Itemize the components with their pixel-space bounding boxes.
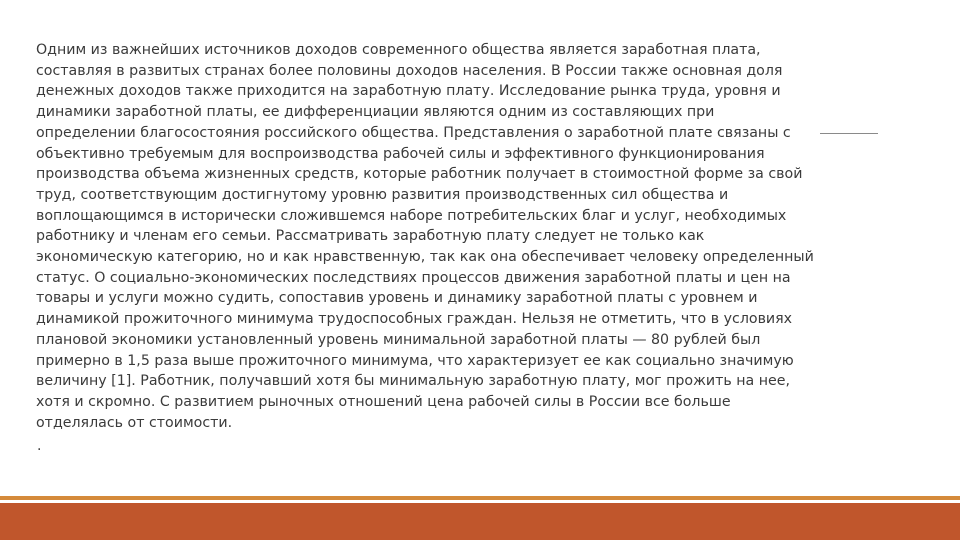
- text-line-9: воплощающимся в исторически сложившемся наборе потребительских благ и услуг, необходимых: [36, 207, 787, 224]
- text-line-18: хотя и скромно. С развитием рыночных отношений цена рабочей силы в России все больше: [36, 393, 731, 410]
- text-line-13: товары и услуги можно судить, сопоставив уровень и динамику заработной платы с уровнем и: [36, 290, 758, 307]
- text-line-7: производства объема жизненных средств, которые работник получает в стоимостной форме за свой: [36, 166, 803, 183]
- text-line-17: величину [1]. Работник, получавший хотя бы минимальную заработную плату, мог прожить на нее,: [36, 373, 790, 390]
- text-line-2: составляя в развитых странах более половины доходов населения. В России также основная доля: [36, 62, 783, 79]
- text-line-4: динамики заработной платы, ее дифференциации являются одним из составляющих при: [36, 104, 715, 121]
- text-line-1: Одним из важнейших источников доходов современного общества является заработная плата,: [36, 42, 761, 58]
- text-line-3: денежных доходов также приходится на заработную плату. Исследование рынка труда, уровня и: [36, 83, 781, 100]
- text-line-16: примерно в 1,5 раза выше прожиточного минимума, что характеризует ее как социально значимую: [36, 352, 794, 369]
- text-line-19: отделялась от стоимости.: [36, 414, 233, 431]
- footer-accent-band: [0, 503, 960, 540]
- text-line-15: плановой экономики установленный уровень минимальной заработной платы — 80 рублей был: [36, 331, 761, 348]
- text-line-12: статус. О социально-экономических последствиях процессов движения заработной платы и цен на: [36, 269, 791, 286]
- text-line-8: труд, соответствующим достигнутому уровню развития производственных сил общества и: [36, 186, 729, 203]
- text-line-10: работнику и членам его семьи. Рассматривать заработную плату следует не только как: [36, 228, 705, 245]
- slide-body-text: [36, 40, 886, 433]
- trailing-period: .: [37, 438, 42, 454]
- text-line-5: определении благосостояния российского общества. Представления о заработной плате связаны с: [36, 124, 791, 141]
- decorative-rule: [820, 133, 878, 134]
- text-line-14: динамикой прожиточного минимума трудоспособных граждан. Нельзя не отметить, что в условиях: [36, 311, 793, 328]
- footer-accent-stripe: [0, 496, 960, 500]
- text-line-6: объективно требуемым для воспроизводства рабочей силы и эффективного функционирования: [36, 145, 765, 162]
- text-line-11: экономическую категорию, но и как нравственную, так как она обеспечивает человеку определенный: [36, 249, 814, 266]
